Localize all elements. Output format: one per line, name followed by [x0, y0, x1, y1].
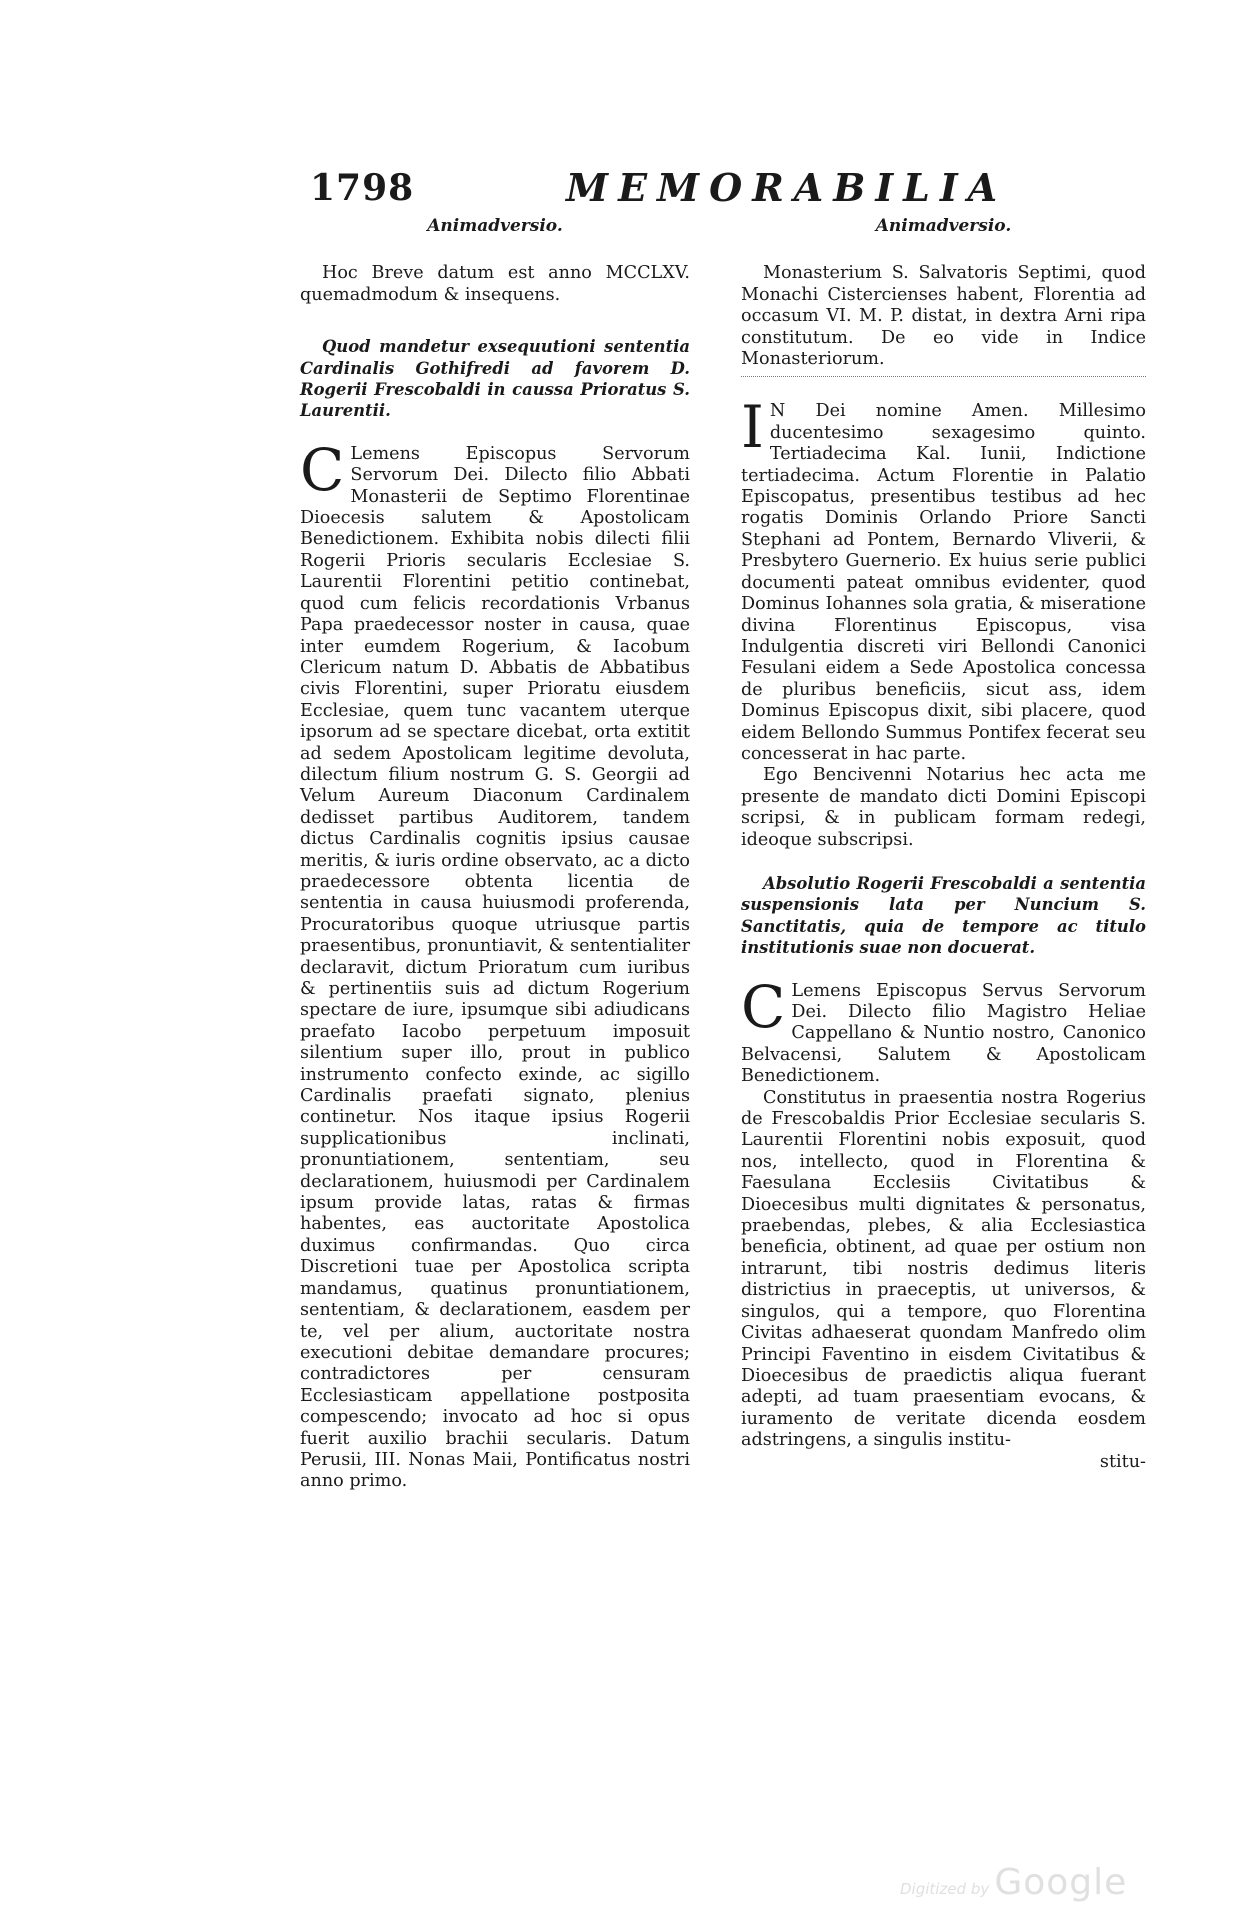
page-number: 1798	[310, 167, 415, 209]
dropcap-i: I	[741, 393, 764, 462]
google-logo: Google	[994, 1862, 1128, 1903]
page-header	[296, 165, 1008, 215]
left-column-heading: Animadversio.	[427, 216, 563, 236]
right-letter-opening	[741, 972, 1146, 1088]
right-column	[741, 216, 1146, 1473]
left-body-text: Lemens Episcopus Servorum Servorum Dei. Dilecto filio Abbati Monasterii de Septimo Florentinae Dioecesis salutem & Apostolicam Benedictionem. Exhibita nobis dilecti filii Rogerii Prioris secularis Ecclesiae S. Laurentii Florentini petitio continebat, quod cum felicis recordationis Vrbanus Papa praedecessor noster in causa, quae inter eumdem Rogerium, & Iacobum Clericum natum D. Abbatis de Abbatibus civis Florentini, super Prioratu eiusdem Ecclesiae, quem tunc vacantem uterque ipsorum ad se spectare dicebat, orta extitit ad sedem Apostolicam legitime devoluta, dilectum filium nostrum G. S. Georgii ad Velum Aureum Diaconum Cardinalem dedisset partibus Auditorem, tandem dictus Cardinalis cognitis ipsius causae meritis, & iuris ordine observato, ac a dicto praedecessore obtenta licentia de sententia in causa huiusmodi proferenda, Procuratoribus quoque utriusque partis praesentibus, pronuntiavit, & sententialiter declaravit, dictum Prioratum cum iuribus & pertinentiis suis ad dictum Rogerium spectare de iure, ipsumque sibi adiudicans praefato Iacobo perpetuum imposuit silentium super illo, prout in publico instrumento confecto exinde, ac sigillo Cardinalis praefati signato, plenius continetur. Nos itaque ipsius Rogerii supplicationibus inclinati, pronuntiationem, sententiam, seu declarationem, huiusmodi per Cardinalem ipsum provide latas, ratas & firmas habentes, eas auctoritate Apostolica duximus confirmandas. Quo circa Discretioni tuae per Apostolica scripta mandamus, quatinus pronuntiationem, sententiam, & declarationem, easdem per te, vel per alium, auctoritate nostra executioni debitae demandare procures; contradictores per censuram Ecclesiasticam appellatione postposita compescendo; invocato ad hoc si opus fuerit auxilio brachii secularis. Datum Perusii, III. Nonas Maii, Pontificatus nostri anno primo.	[300, 443, 690, 1492]
dropcap-c-2: C	[741, 972, 786, 1041]
left-document-body	[300, 435, 690, 1493]
notary-subscription: Ego Bencivenni Notarius hec acta me presente de mandato dicti Domini Episcopi scripsi, & in publicam formam redegi, ideoque subscripsi.	[741, 765, 1146, 850]
right-instrument-body	[741, 393, 1146, 765]
catchword: stitu-	[1099, 1451, 1146, 1472]
right-animadversio-note: Monasterium S. Salvatoris Septimi, quod Monachi Cistercienses habent, Florentia ad occasum VI. M. P. distat, in dextra Arni ripa constitutum. De eo vide in Indice Monasteriorum.	[741, 263, 1146, 370]
right-body-text-2: Lemens Episcopus Servus Servorum Dei. Dilecto filio Magistro Heliae Cappellano & Nuntio nostro, Canonico Belvacensi, Salutem & Apostolicam Benedictionem.	[741, 980, 1146, 1087]
left-rubric: Quod mandetur exsequutioni sententia Cardinalis Gothifredi ad favorem D. Rogerii Frescobaldi in caussa Prioratus S. Laurentii.	[300, 337, 690, 421]
dropcap-c: C	[300, 435, 345, 504]
digitization-watermark	[900, 1862, 1127, 1903]
left-column	[300, 216, 690, 1493]
section-divider	[741, 376, 1146, 377]
running-title: MEMORABILIA	[566, 165, 1008, 210]
right-body-text-1: N Dei nomine Amen. Millesimo ducentesimo sexagesimo quinto. Tertiadecima Kal. Iunii, Indictione tertiadecima. Actum Florentie in Palatio Episcopatus, presentibus testibus ad hec rogatis Dominis Orlando Priore Sancti Stephani ad Pontem, Bernardo Vliverii, & Presbytero Guernerio. Ex huius serie publici documenti pateat omnibus evidenter, quod Dominus Iohannes sola gratia, & miseratione divina Florentinus Episcopus, visa Indulgentia discreti viri Bellondi Canonici Fesulani eidem a Sede Apostolica concessa de pluribus beneficiis, sicut ass, idem Dominus Episcopus dixit, sibi placere, quod eidem Bellondo Summus Pontifex fecerat seu concesserat in hac parte.	[741, 401, 1146, 764]
left-animadversio-note: Hoc Breve datum est anno MCCLXV. quemadmodum & insequens.	[300, 263, 690, 305]
watermark-prefix: Digitized by	[900, 1880, 990, 1898]
right-body-text-3: Constitutus in praesentia nostra Rogerius de Frescobaldis Prior Ecclesiae secularis S. Laurentii Florentini nobis exposuit, quod nos, intellecto, quod in Florentina & Faesulana Ecclesiis Civitatibus & Dioecesibus multi dignitates & personatus, praebendas, plebes, & alia Ecclesiastica beneficia, obtinent, ad quae per ostium non intrarunt, tibi nostris dedimus literis districtius in praeceptis, ut universos, & singulos, qui a tempore, quo Florentina Civitas adhaeserat quondam Manfredo olim Principi Faventino in eisdem Civitatibus & Dioecesibus de praedictis aliqua fuerant adepti, ad tuam praesentiam evocans, & iuramento de veritate dicenda eosdem adstringens, a singulis institu-	[741, 1087, 1146, 1451]
right-rubric: Absolutio Rogerii Frescobaldi a sententia suspensionis lata per Nuncium S. Sanctitatis, quia de tempore ac titulo institutionis suae non docuerat.	[741, 873, 1146, 958]
right-column-heading: Animadversio.	[875, 216, 1012, 236]
